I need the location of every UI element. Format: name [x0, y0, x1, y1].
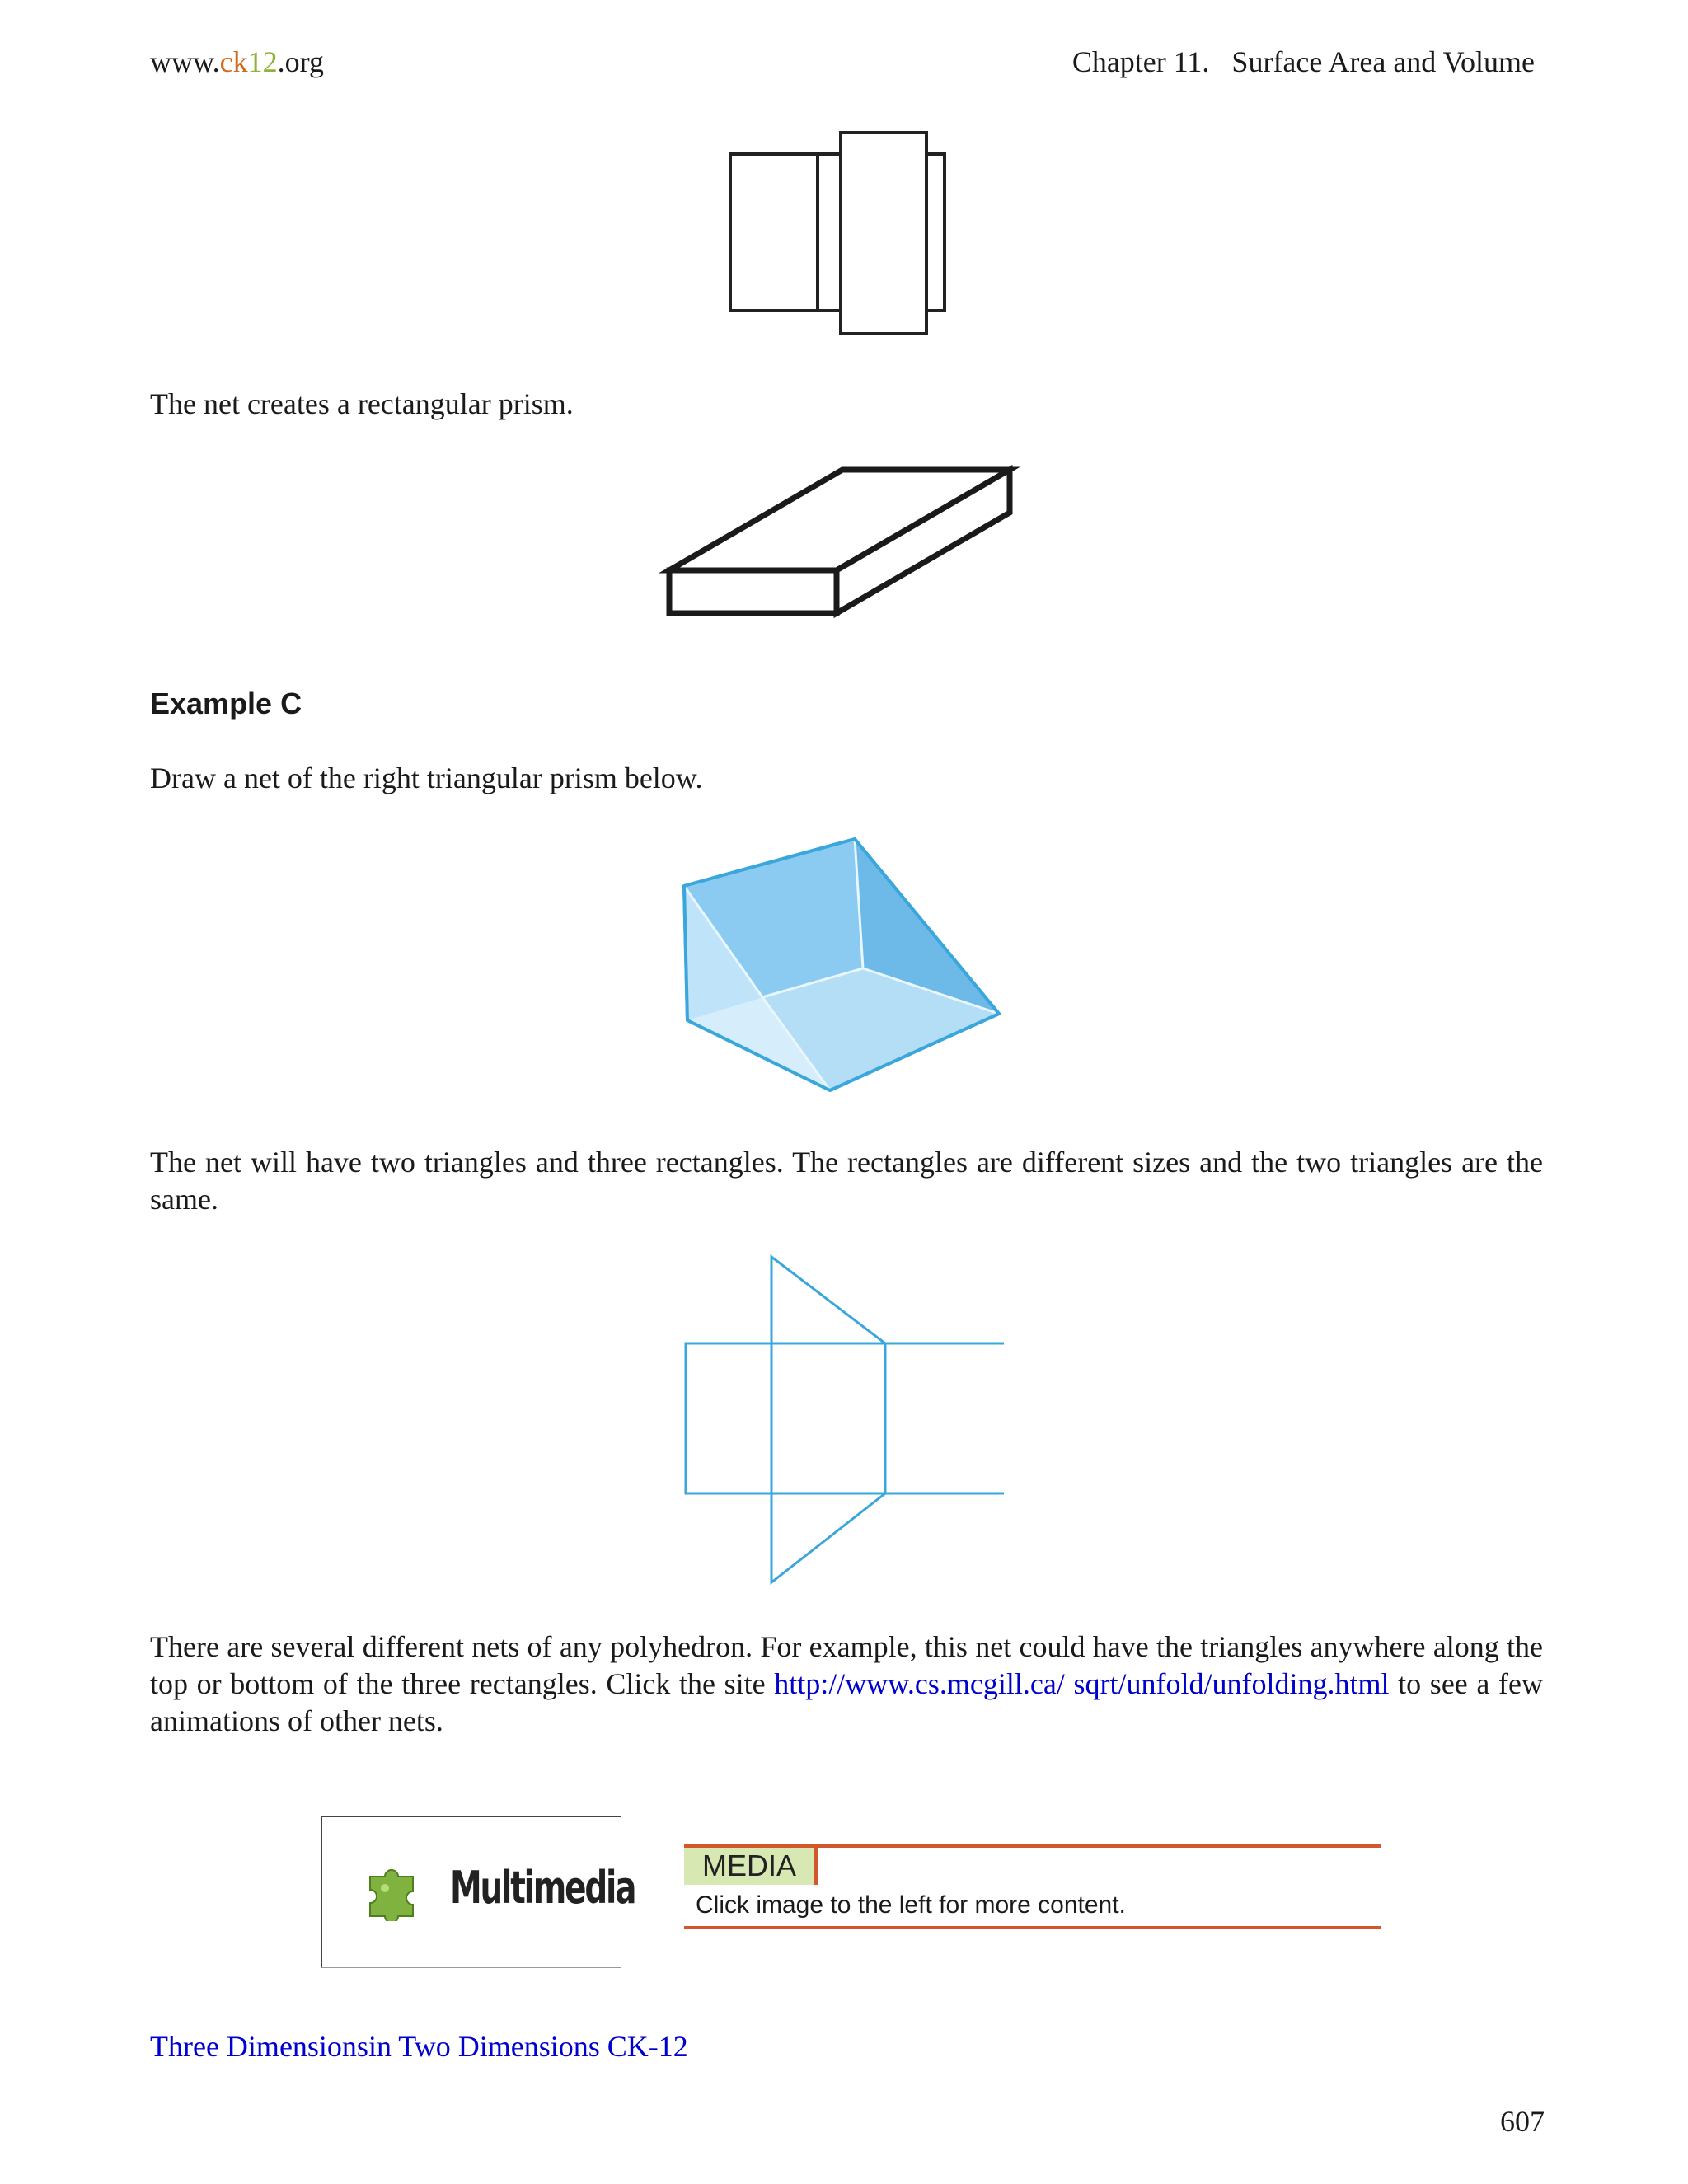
rectangular-prism-net-figure: [717, 128, 964, 342]
paragraph-several-nets: There are several different nets of any polyhedron. For example, this net could have the triangles anywhere along the top or bottom of the three rectangles. Click the site http://www.cs.mcgill.ca/ sqrt/unfold/unfolding.html to see a few animations of other nets.: [150, 1630, 1544, 1737]
net-center-panel: [841, 133, 926, 334]
net-rect-middle: [771, 1343, 885, 1493]
media-tag: MEDIA: [684, 1848, 818, 1885]
triangular-prism-net-figure: [676, 1249, 1006, 1595]
unfolding-link[interactable]: http://www.cs.mcgill.ca/ sqrt/unfold/unfolding.html: [774, 1667, 1390, 1700]
media-caption: Click image to the left for more content.: [696, 1891, 1126, 1919]
prism-front-face: [669, 570, 837, 613]
puzzle-piece-icon: [362, 1858, 424, 1921]
media-bottom-rule: [684, 1926, 1381, 1929]
paragraph-draw-net: Draw a net of the right triangular prism below.: [150, 762, 703, 794]
multimedia-thumbnail[interactable]: [321, 1816, 635, 1968]
chapter-title: Chapter 11. Surface Area and Volume: [1071, 45, 1535, 78]
footer-source-link[interactable]: Three Dimensionsin Two Dimensions CK-12: [150, 2030, 688, 2063]
media-box: [684, 1844, 1381, 1929]
net-side-left: [730, 154, 818, 311]
paragraph-net-prism: The net creates a rectangular prism.: [150, 387, 574, 420]
rectangular-prism-figure: [659, 462, 1022, 626]
paragraph-net-shapes: The net will have two triangles and three rectangles. The rectangles are different sizes and the two triangles are the same.: [150, 1146, 1543, 1216]
net-side-right: [926, 154, 945, 311]
page-number: 607: [1500, 2105, 1545, 2138]
net-triangle-top: [771, 1257, 885, 1343]
site-url[interactable]: www.ck12.org: [150, 45, 324, 78]
net-rect-left: [686, 1343, 771, 1493]
net-triangle-bottom: [771, 1493, 885, 1582]
multimedia-label: Multimedia: [450, 1862, 635, 1914]
triangular-prism-figure: [668, 828, 1014, 1117]
example-heading: Example C: [150, 687, 302, 720]
net-side-thin: [818, 154, 841, 311]
